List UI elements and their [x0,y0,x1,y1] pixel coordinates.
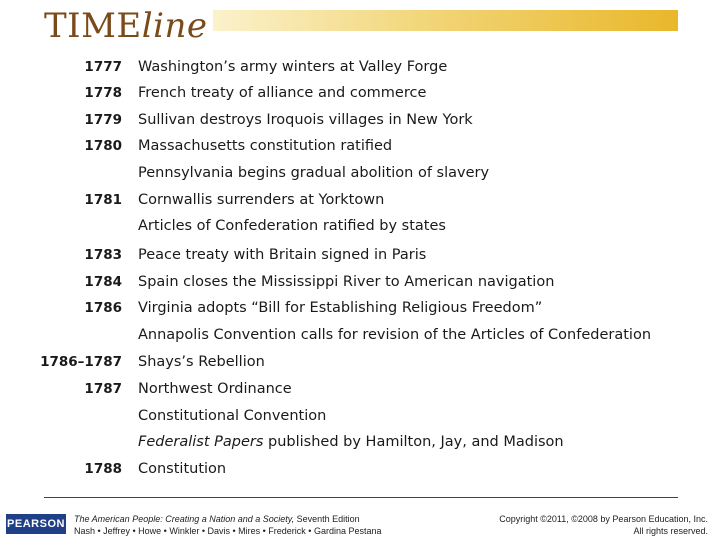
timeline-row [0,160,720,186]
timeline-row [0,107,720,133]
timeline-event: Peace treaty with Britain signed in Paris [138,247,427,263]
copyright-line: Copyright ©2011, ©2008 by Pearson Education, Inc. [499,514,708,524]
timeline-event: Pennsylvania begins gradual abolition of slavery [138,165,490,181]
timeline-row [0,376,720,402]
timeline-row [0,187,720,213]
book-citation [74,513,382,537]
timeline-event: Washington’s army winters at Valley Forge [138,59,448,75]
header [0,0,720,56]
timeline-event: French treaty of alliance and commerce [138,85,427,101]
timeline-year: 1786 [84,300,122,316]
timeline-row [0,133,720,159]
timeline-year: 1777 [84,59,122,75]
timeline-row [0,295,720,321]
timeline-row [0,349,720,375]
timeline-year: 1788 [84,461,122,477]
book-edition: Seventh Edition [294,514,360,524]
copyright-notice [499,513,708,537]
timeline-year: 1784 [84,273,122,290]
timeline-row [0,429,720,455]
timeline-event: Sullivan destroys Iroquois villages in New York [138,111,473,128]
timeline-event: Articles of Confederation ratified by states [138,218,446,234]
title-main: TIME [44,6,142,46]
timeline-row [0,213,720,239]
timeline-event: Northwest Ordinance [138,381,292,397]
timeline-row [0,403,720,429]
timeline-row [0,54,720,80]
timeline-row [0,80,720,106]
timeline-year: 1787 [84,381,122,397]
title-italic: line [141,6,208,46]
timeline-row [0,269,720,295]
page-title [44,6,208,46]
timeline-year: 1780 [84,138,122,154]
timeline-event: Shays’s Rebellion [138,354,265,370]
timeline-row [0,322,720,348]
footer [0,508,720,540]
timeline-year: 1778 [84,85,122,101]
book-title: The American People: Creating a Nation and a Society, [74,514,295,524]
timeline-event: Virginia adopts “Bill for Establishing Religious Freedom” [138,300,543,316]
pearson-logo: PEARSON [6,514,66,534]
timeline-row [0,242,720,268]
book-title-line [74,513,382,525]
rights-line: All rights reserved. [633,526,708,536]
timeline-year: 1779 [84,111,122,128]
event-text: published by Hamilton, Jay, and Madison [263,434,564,450]
timeline-year: 1781 [84,191,122,208]
timeline-event: Spain closes the Mississippi River to American navigation [138,273,555,290]
footer-divider [44,497,678,498]
timeline-event: Annapolis Convention calls for revision of the Articles of Confederation [138,327,652,343]
timeline-year: 1783 [84,247,122,263]
book-authors: Nash • Jeffrey • Howe • Winkler • Davis • Mires • Frederick • Gardina Pestana [74,526,382,536]
timeline-event: Constitution [138,461,227,477]
decorative-gold-bar [213,10,678,31]
timeline-event: Constitutional Convention [138,407,327,424]
timeline-event: Cornwallis surrenders at Yorktown [138,191,385,208]
timeline-event: Massachusetts constitution ratified [138,138,393,154]
timeline-year: 1786–1787 [40,354,122,370]
timeline-row [0,456,720,482]
publication-title: Federalist Papers [138,434,264,450]
timeline-event [138,429,564,455]
